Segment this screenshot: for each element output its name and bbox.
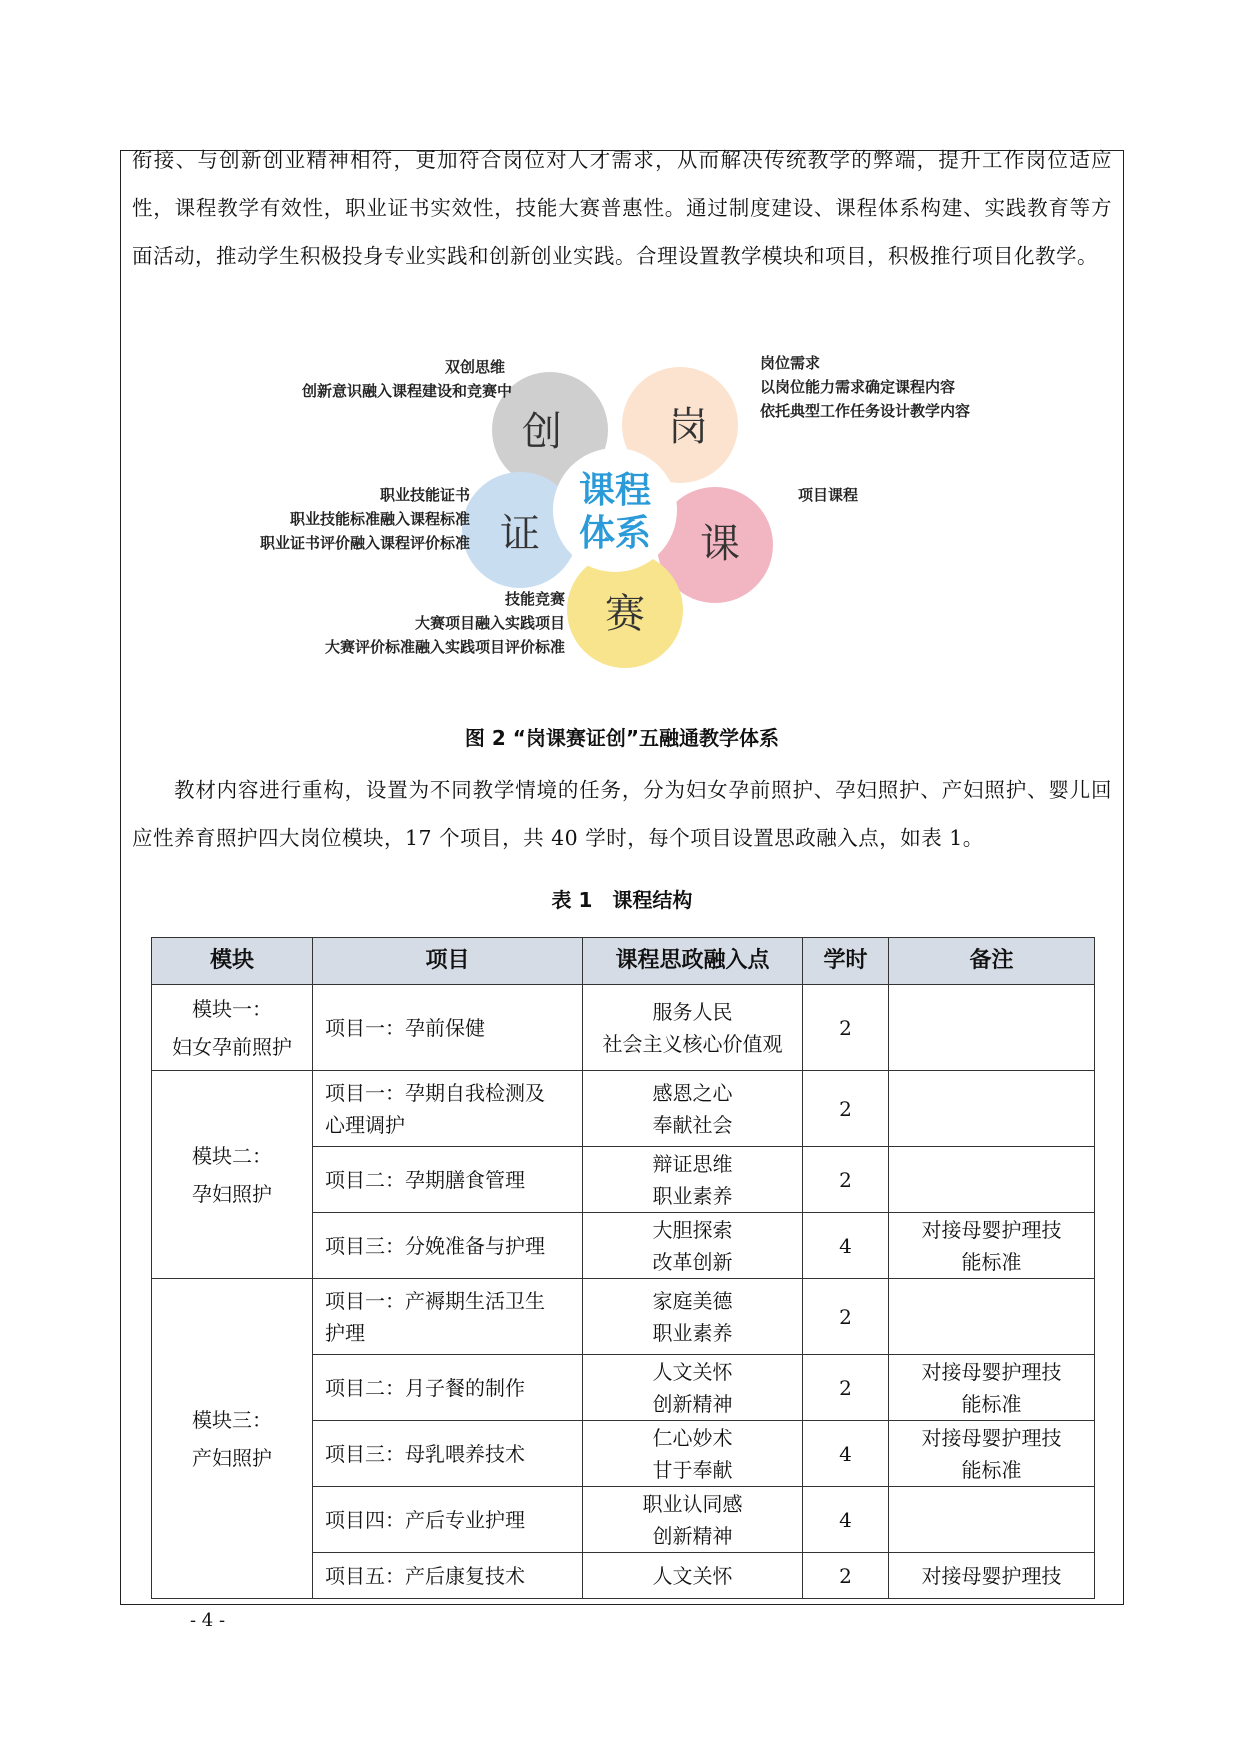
item-cell bbox=[313, 1147, 583, 1213]
ideology-points-cell-line: 辩证思维 bbox=[652, 1151, 733, 1176]
table-row bbox=[152, 1279, 1095, 1355]
label-chuang-1: 双创思维 bbox=[444, 358, 505, 376]
module-name-line: 产妇照护 bbox=[192, 1445, 272, 1470]
item-cell-line: 项目四：产后专业护理 bbox=[325, 1507, 525, 1532]
center-label-line2: 体系 bbox=[578, 513, 652, 554]
hours-cell: 2 bbox=[803, 985, 889, 1071]
module-cell bbox=[152, 1279, 313, 1599]
item-cell bbox=[313, 1421, 583, 1487]
ideology-points-cell bbox=[583, 1487, 803, 1553]
hours-cell: 4 bbox=[803, 1213, 889, 1279]
table-caption: 表 1 课程结构 bbox=[551, 888, 693, 912]
item-cell-line: 项目三：母乳喂养技术 bbox=[325, 1441, 525, 1466]
module-name-line: 模块一： bbox=[192, 996, 272, 1021]
item-cell-line: 护理 bbox=[325, 1320, 365, 1345]
ideology-points-cell bbox=[583, 1553, 803, 1599]
note-cell bbox=[889, 1553, 1095, 1599]
note-cell bbox=[889, 1147, 1095, 1213]
module-name-line: 模块三： bbox=[192, 1407, 272, 1432]
hours-cell: 4 bbox=[803, 1421, 889, 1487]
ideology-points-cell-line: 家庭美德 bbox=[652, 1288, 733, 1313]
note-cell-line: 对接母婴护理技 bbox=[921, 1217, 1062, 1242]
body-paragraph: 教材内容进行重构，设置为不同教学情境的任务，分为妇女孕前照护、孕妇照护、产妇照护、婴儿回应性养育照护四大岗位模块，17 个项目，共 40 学时，每个项目设置思政融入点，如表 1。 bbox=[132, 778, 1112, 850]
label-ke-1: 项目课程 bbox=[798, 486, 859, 504]
ideology-points-cell-line: 职业素养 bbox=[652, 1320, 733, 1345]
label-sai-1: 技能竞赛 bbox=[504, 590, 565, 608]
ideology-points-cell-line: 大胆探索 bbox=[652, 1217, 733, 1242]
note-cell bbox=[889, 1071, 1095, 1147]
hours-cell: 4 bbox=[803, 1487, 889, 1553]
note-cell bbox=[889, 1279, 1095, 1355]
ideology-points-cell-line: 感恩之心 bbox=[652, 1080, 733, 1105]
hours-cell: 2 bbox=[803, 1355, 889, 1421]
item-cell-line: 项目一：产褥期生活卫生 bbox=[325, 1288, 545, 1313]
petal-char-gang: 岗 bbox=[668, 404, 708, 450]
petal-char-zheng: 证 bbox=[500, 511, 540, 557]
ideology-points-cell-line: 创新精神 bbox=[652, 1391, 733, 1416]
table-header-row bbox=[152, 938, 1095, 985]
item-cell bbox=[313, 1553, 583, 1599]
course-structure-table bbox=[151, 937, 1095, 1599]
table-body bbox=[152, 985, 1095, 1599]
note-cell bbox=[889, 985, 1095, 1071]
ideology-points-cell-line: 人文关怀 bbox=[652, 1359, 733, 1384]
note-cell-line: 对接母婴护理技 bbox=[921, 1359, 1062, 1384]
item-cell bbox=[313, 1487, 583, 1553]
item-cell bbox=[313, 1355, 583, 1421]
label-sai-2: 大赛项目融入实践项目 bbox=[414, 614, 565, 632]
petal-char-sai: 赛 bbox=[605, 591, 645, 637]
label-zheng-2: 职业技能标准融入课程标准 bbox=[289, 510, 470, 528]
figure-caption: 图 2 “岗课赛证创”五融通教学体系 bbox=[464, 726, 780, 750]
petal-char-chuang: 创 bbox=[522, 409, 562, 455]
five-integration-diagram bbox=[250, 340, 1010, 680]
label-gang-1: 岗位需求 bbox=[760, 354, 821, 372]
item-cell-line: 心理调护 bbox=[325, 1112, 405, 1137]
intro-paragraph: 衔接、与创新创业精神相符，更加符合岗位对人才需求，从而解决传统教学的弊端，提升工作岗位适应性，课程教学有效性，职业证书实效性，技能大赛普惠性。通过制度建设、课程体系构建、实践教育等方面活动，推动学生积极投身专业实践和创新创业实践。合理设置教学模块和项目，积极推行项目化教学。 bbox=[132, 148, 1112, 268]
header-hours: 学时 bbox=[803, 938, 889, 985]
hours-cell: 2 bbox=[803, 1147, 889, 1213]
header-item: 项目 bbox=[313, 938, 583, 985]
label-gang-2: 以岗位能力需求确定课程内容 bbox=[760, 378, 956, 396]
header-note: 备注 bbox=[889, 938, 1095, 985]
ideology-points-cell bbox=[583, 1071, 803, 1147]
note-cell-line: 对接母婴护理技 bbox=[921, 1425, 1062, 1450]
note-cell-line: 能标准 bbox=[961, 1391, 1022, 1416]
label-sai-3: 大赛评价标准融入实践项目评价标准 bbox=[324, 638, 565, 656]
note-cell-line: 能标准 bbox=[961, 1249, 1022, 1274]
item-cell bbox=[313, 985, 583, 1071]
note-cell bbox=[889, 1355, 1095, 1421]
ideology-points-cell bbox=[583, 1147, 803, 1213]
module-cell bbox=[152, 1071, 313, 1279]
ideology-points-cell bbox=[583, 1421, 803, 1487]
note-cell bbox=[889, 1487, 1095, 1553]
item-cell bbox=[313, 1213, 583, 1279]
hours-cell: 2 bbox=[803, 1553, 889, 1599]
note-cell-line: 能标准 bbox=[961, 1457, 1022, 1482]
ideology-points-cell-line: 服务人民 bbox=[652, 999, 733, 1024]
item-cell-line: 项目一：孕期自我检测及 bbox=[325, 1080, 545, 1105]
module-name-line: 孕妇照护 bbox=[192, 1181, 272, 1206]
ideology-points-cell-line: 改革创新 bbox=[652, 1249, 733, 1274]
ideology-points-cell-line: 职业认同感 bbox=[642, 1491, 743, 1516]
module-name-line: 模块二： bbox=[192, 1143, 272, 1168]
item-cell-line: 项目二：孕期膳食管理 bbox=[325, 1167, 525, 1192]
page-number: - 4 - bbox=[190, 1610, 226, 1631]
center-label-line1: 课程 bbox=[578, 470, 652, 511]
petal-char-ke: 课 bbox=[700, 521, 740, 567]
label-gang-3: 依托典型工作任务设计教学内容 bbox=[760, 402, 971, 420]
ideology-points-cell-line: 职业素养 bbox=[652, 1183, 733, 1208]
item-cell-line: 项目五：产后康复技术 bbox=[325, 1563, 525, 1588]
table-row bbox=[152, 1071, 1095, 1147]
ideology-points-cell-line: 仁心妙术 bbox=[652, 1425, 733, 1450]
header-ideology-points: 课程思政融入点 bbox=[583, 938, 803, 985]
ideology-points-cell bbox=[583, 1213, 803, 1279]
ideology-points-cell-line: 人文关怀 bbox=[652, 1563, 733, 1588]
ideology-points-cell-line: 甘于奉献 bbox=[652, 1457, 733, 1482]
item-cell-line: 项目二：月子餐的制作 bbox=[325, 1375, 525, 1400]
module-name-line: 妇女孕前照护 bbox=[172, 1034, 292, 1059]
note-cell-line: 对接母婴护理技 bbox=[921, 1563, 1062, 1588]
label-zheng-1: 职业技能证书 bbox=[379, 486, 470, 504]
hours-cell: 2 bbox=[803, 1279, 889, 1355]
ideology-points-cell bbox=[583, 1279, 803, 1355]
module-cell bbox=[152, 985, 313, 1071]
table-row bbox=[152, 985, 1095, 1071]
label-chuang-2: 创新意识融入课程建设和竞赛中 bbox=[301, 382, 512, 400]
ideology-points-cell-line: 创新精神 bbox=[652, 1523, 733, 1548]
note-cell bbox=[889, 1213, 1095, 1279]
ideology-points-cell-line: 奉献社会 bbox=[652, 1112, 733, 1137]
ideology-points-cell bbox=[583, 985, 803, 1071]
ideology-points-cell-line: 社会主义核心价值观 bbox=[602, 1031, 783, 1056]
ideology-points-cell bbox=[583, 1355, 803, 1421]
label-zheng-3: 职业证书评价融入课程评价标准 bbox=[259, 534, 470, 552]
item-cell bbox=[313, 1071, 583, 1147]
header-module: 模块 bbox=[152, 938, 313, 985]
note-cell bbox=[889, 1421, 1095, 1487]
item-cell-line: 项目一：孕前保健 bbox=[325, 1015, 485, 1040]
item-cell-line: 项目三：分娩准备与护理 bbox=[325, 1233, 545, 1258]
hours-cell: 2 bbox=[803, 1071, 889, 1147]
item-cell bbox=[313, 1279, 583, 1355]
